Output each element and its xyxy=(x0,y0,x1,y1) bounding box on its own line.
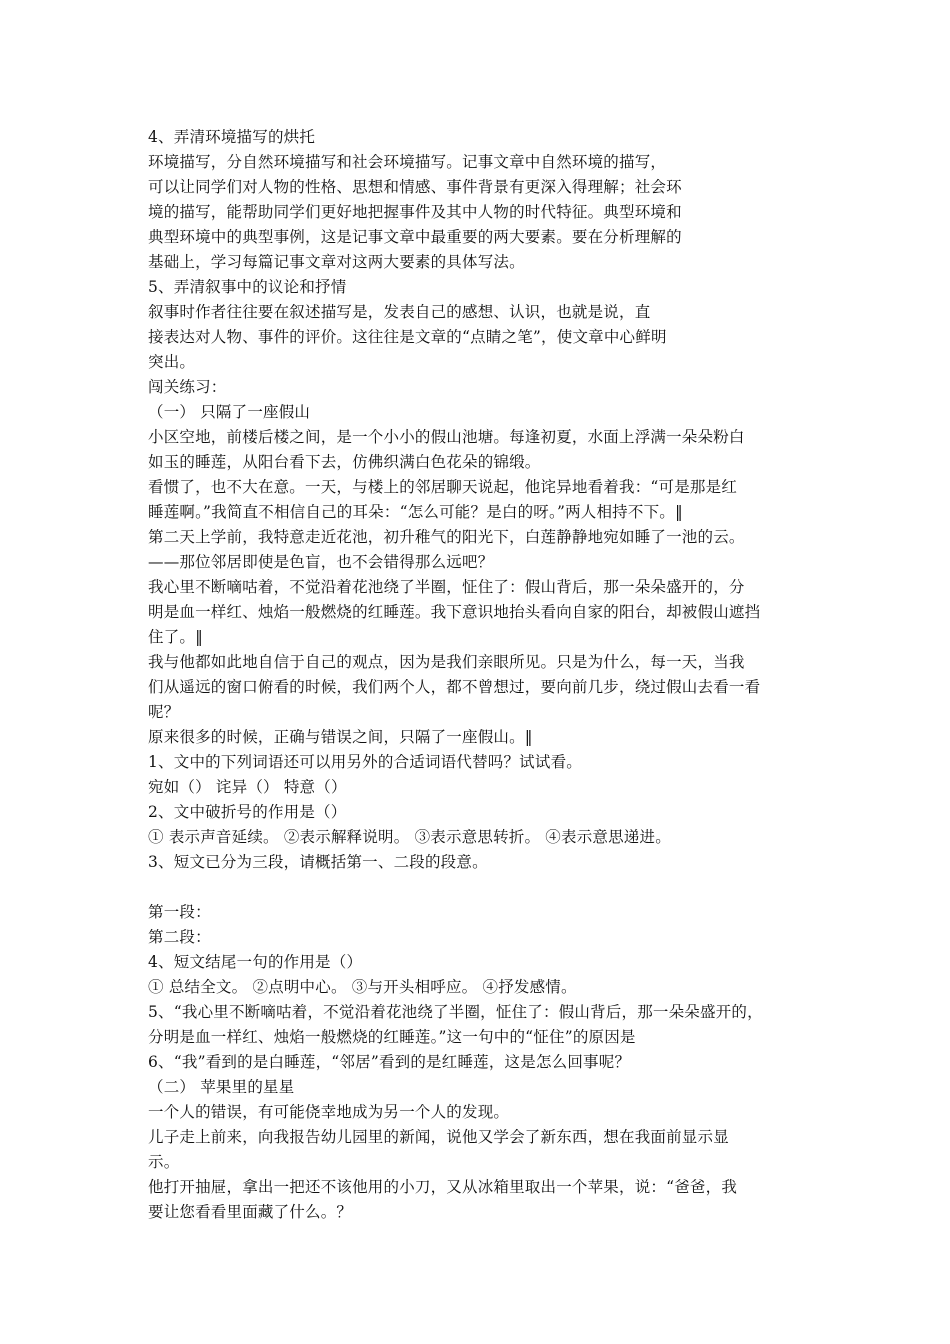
paragraph-line: 环境描写，分自然环境描写和社会环境描写。记事文章中自然环境的描写， xyxy=(148,153,667,171)
question-5: 5、“我心里不断嘀咕着，不觉沿着花池绕了半圈，怔住了：假山背后，那一朵朵盛开的， xyxy=(148,1003,763,1021)
heading-5: 5、弄清叙事中的议论和抒情 xyxy=(148,278,347,296)
paragraph-line: 基础上，学习每篇记事文章对这两大要素的具体写法。 xyxy=(148,253,525,271)
story-line: 呢？ xyxy=(148,703,180,721)
story-line: 小区空地，前楼后楼之间，是一个小小的假山池塘。每逢初夏，水面上浮满一朵朵粉白 xyxy=(148,428,745,446)
story-line: 儿子走上前来，向我报告幼儿园里的新闻，说他又学会了新东西，想在我面前显示显 xyxy=(148,1128,729,1146)
story-line: 我与他都如此地自信于自己的观点，因为是我们亲眼所见。只是为什么，每一天，当我 xyxy=(148,653,745,671)
paragraph-line: 突出。 xyxy=(148,353,196,371)
story-line: 睡莲啊。”我简直不相信自己的耳朵：“怎么可能？是白的呀。”两人相持不下。‖ xyxy=(148,503,683,521)
question-3: 3、短文已分为三段，请概括第一、二段的段意。 xyxy=(148,853,488,871)
story-line: 示。 xyxy=(148,1153,180,1171)
story-line: 们从遥远的窗口俯看的时候，我们两个人，都不曾想过，要向前几步，绕过假山去看一看 xyxy=(148,678,761,696)
story-line: 原来很多的时候，正确与错误之间，只隔了一座假山。‖ xyxy=(148,728,533,746)
answer-line-1: 第一段： xyxy=(148,903,211,921)
story-line: 我心里不断嘀咕着，不觉沿着花池绕了半圈，怔住了：假山背后，那一朵朵盛开的，分 xyxy=(148,578,745,596)
story-line: 明是血一样红、烛焰一般燃烧的红睡莲。我下意识地抬头看向自家的阳台，却被假山遮挡 xyxy=(148,603,761,621)
paragraph-line: 可以让同学们对人物的性格、思想和情感、事件背景有更深入得理解；社会环 xyxy=(148,178,682,196)
heading-4: 4、弄清环境描写的烘托 xyxy=(148,128,316,146)
question-4: 4、短文结尾一句的作用是（） xyxy=(148,953,363,971)
story-title: （二） 苹果里的星星 xyxy=(148,1078,295,1096)
story-title: （一） 只隔了一座假山 xyxy=(148,403,311,421)
question-6: 6、“我”看到的是白睡莲，“邻居”看到的是红睡莲，这是怎么回事呢？ xyxy=(148,1053,631,1071)
story-line: 要让您看看里面藏了什么。？ xyxy=(148,1203,353,1221)
story-line: 他打开抽屉，拿出一把还不该他用的小刀，又从冰箱里取出一个苹果，说：“爸爸，我 xyxy=(148,1178,738,1196)
paragraph-line: 叙事时作者往往要在叙述描写是，发表自己的感想、认识，也就是说，直 xyxy=(148,303,651,321)
story-line: 一个人的错误，有可能侥幸地成为另一个人的发现。 xyxy=(148,1103,510,1121)
question-1: 1、文中的下列词语还可以用另外的合适词语代替吗？试试看。 xyxy=(148,753,582,771)
section-title: 闯关练习： xyxy=(148,378,227,396)
paragraph-line: 境的描写，能帮助同学们更好地把握事件及其中人物的时代特征。典型环境和 xyxy=(148,203,682,221)
question-2-options: ① 表示声音延续。 ②表示解释说明。 ③表示意思转折。 ④表示意思递进。 xyxy=(148,828,671,846)
story-line: 看惯了，也不大在意。一天，与楼上的邻居聊天说起，他诧异地看着我：“可是那是红 xyxy=(148,478,738,496)
question-5-cont: 分明是血一样红、烛焰一般燃烧的红睡莲。”这一句中的“怔住”的原因是 xyxy=(148,1028,636,1046)
question-4-options: ① 总结全文。 ②点明中心。 ③与开头相呼应。 ④抒发感情。 xyxy=(148,978,577,996)
answer-line-2: 第二段： xyxy=(148,928,211,946)
story-line: ——那位邻居即使是色盲，也不会错得那么远吧？ xyxy=(148,553,494,571)
paragraph-line: 典型环境中的典型事例，这是记事文章中最重要的两大要素。要在分析理解的 xyxy=(148,228,682,246)
story-line: 住了。‖ xyxy=(148,628,204,646)
question-1-blanks: 宛如（） 诧异（） 特意（） xyxy=(148,778,347,796)
paragraph-line: 接表达对人物、事件的评价。这往往是文章的“点睛之笔”，使文章中心鲜明 xyxy=(148,328,667,346)
story-line: 如玉的睡莲，从阳台看下去，仿佛织满白色花朵的锦缎。 xyxy=(148,453,541,471)
question-2: 2、文中破折号的作用是（） xyxy=(148,803,347,821)
story-line: 第二天上学前，我特意走近花池，初升稚气的阳光下，白莲静静地宛如睡了一池的云。 xyxy=(148,528,745,546)
